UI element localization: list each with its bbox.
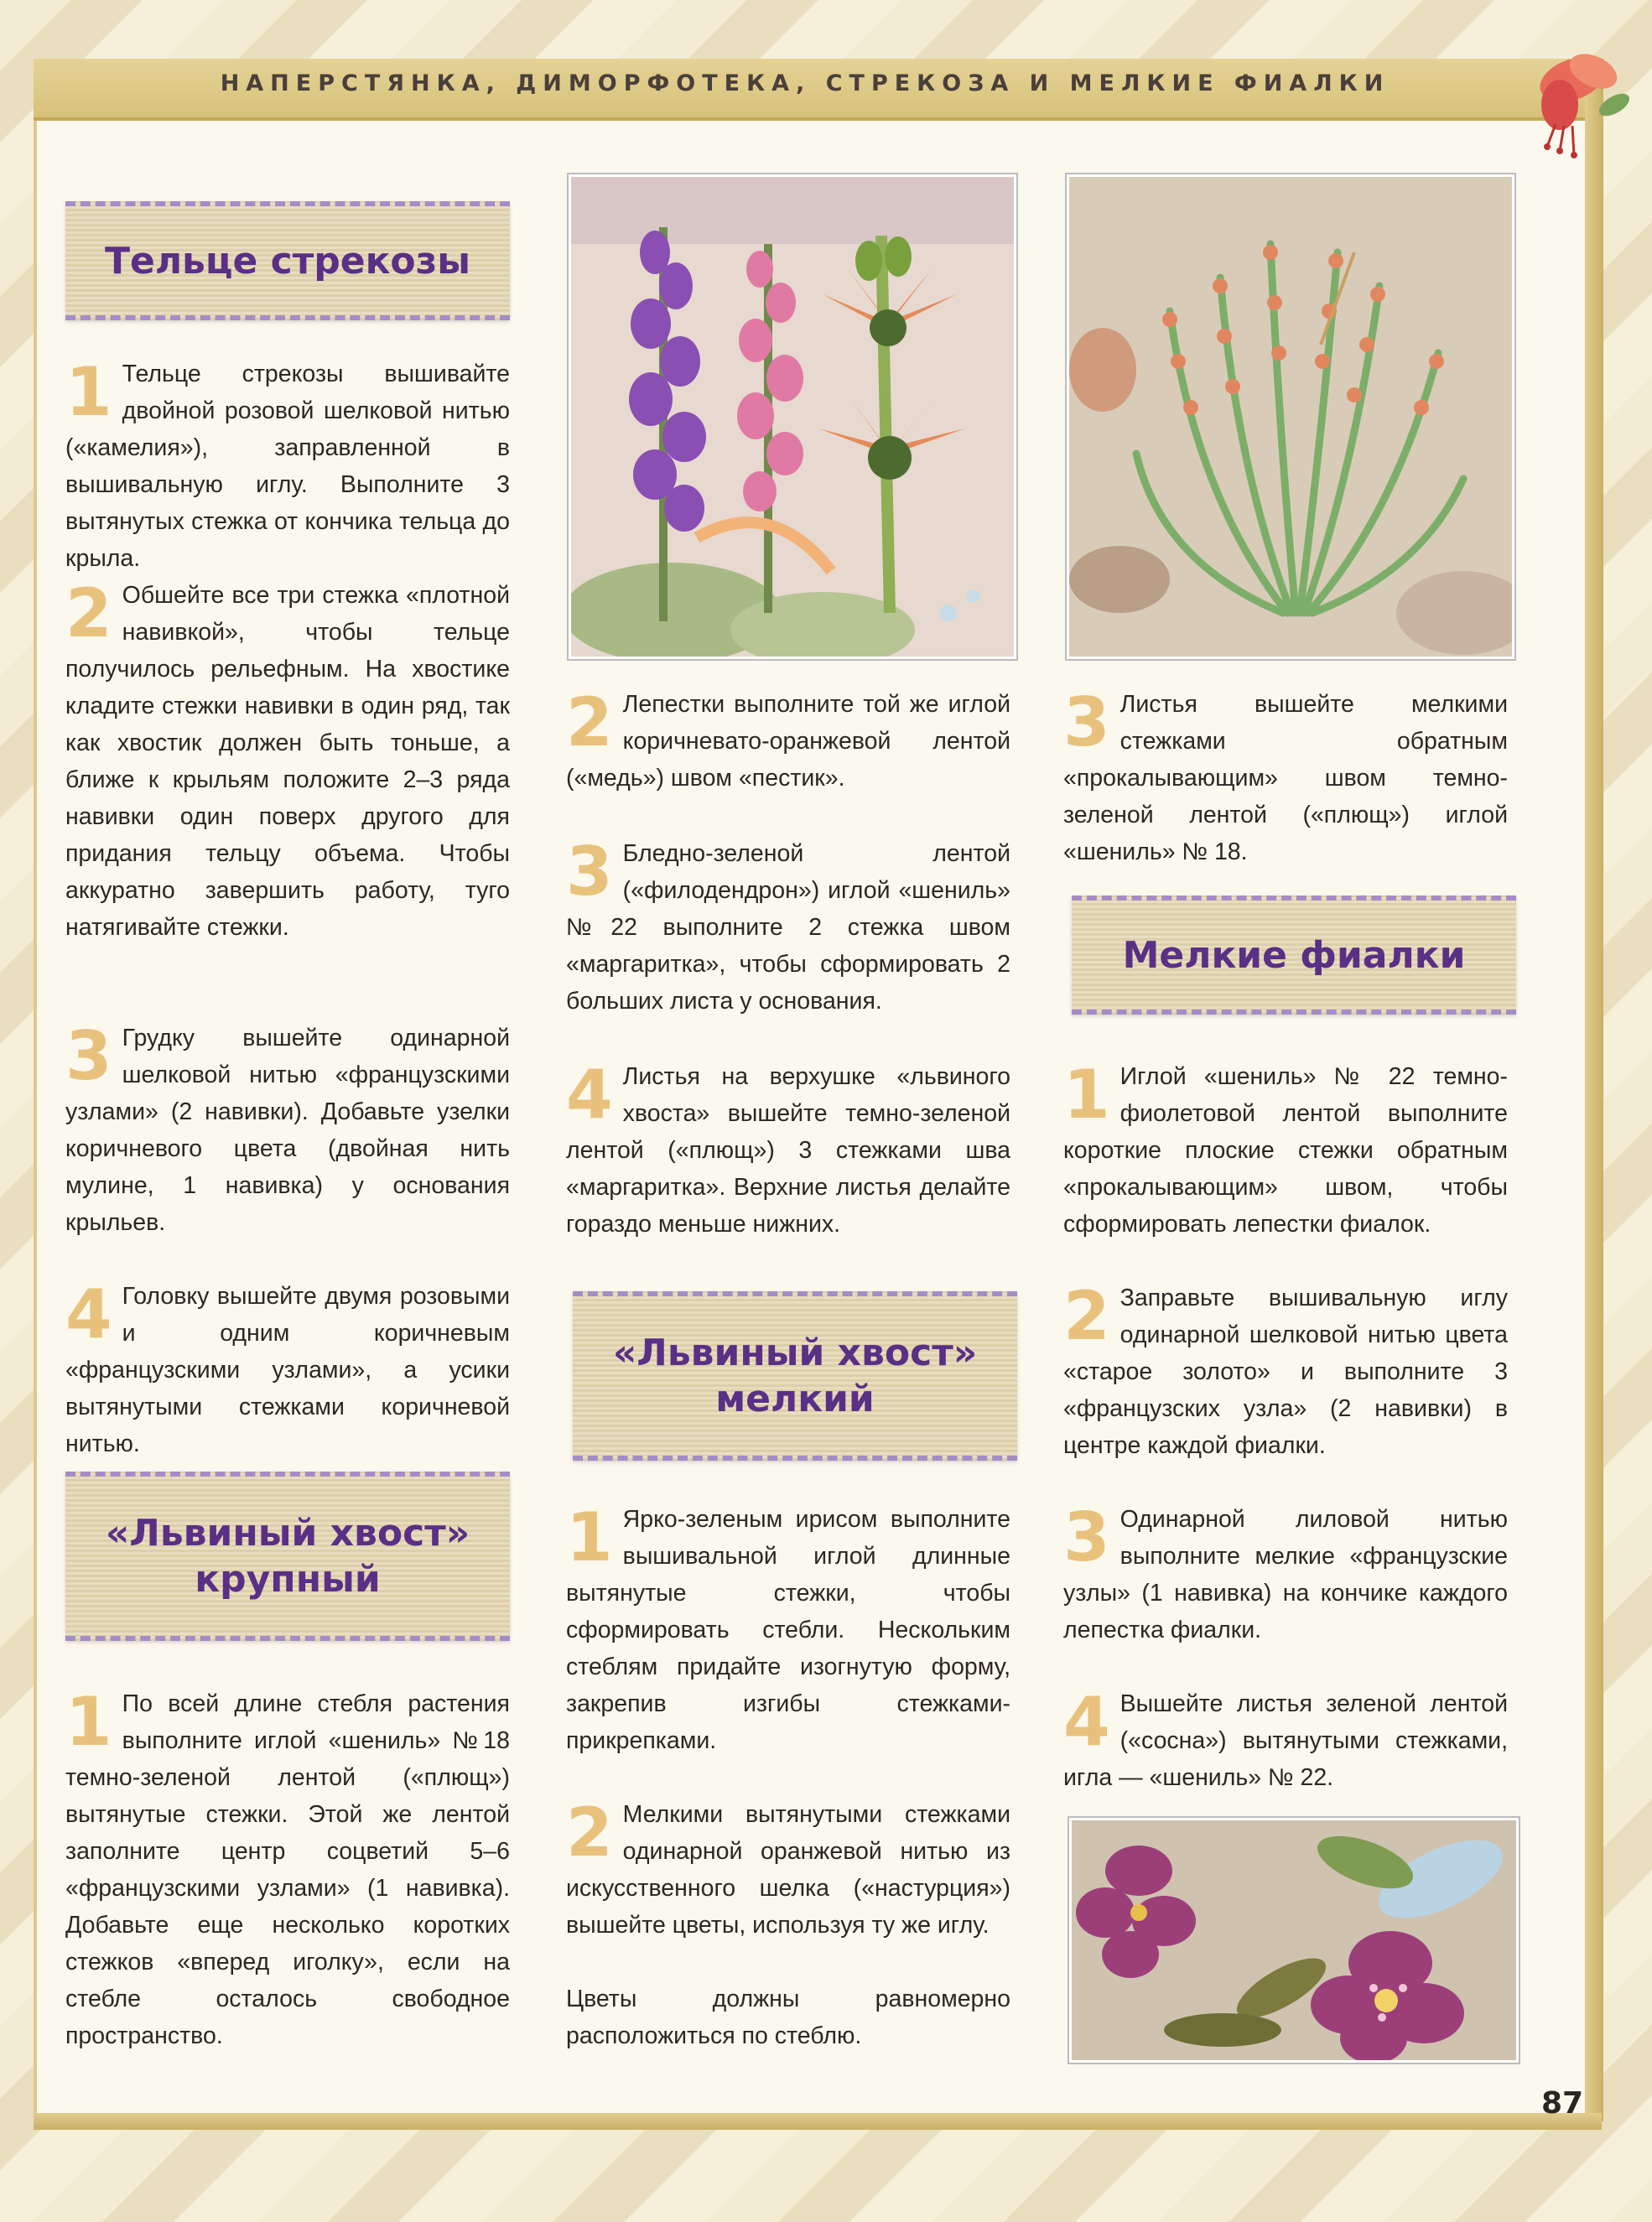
dragonfly-step-2 xyxy=(65,574,510,946)
violets-heading-ribbon xyxy=(1072,896,1516,1015)
step-text: Бледно-зеленой лентой («филодендрон») иглой «шениль» №22 выполните 2 стежка швом «маргаритка», чтобы сформировать 2 больших листа у основания. xyxy=(566,840,1010,1015)
step-text: Одинарной лиловой нитью выполните мелкие «французские узлы» (1 навивка) на кончике каждого лепестка фиалки. xyxy=(1063,1506,1508,1643)
page-number: 87 xyxy=(1541,2086,1584,2121)
bottom-frame xyxy=(34,2113,1602,2130)
lion-small-heading xyxy=(613,1330,977,1422)
step-text: Лепестки выполните той же иглой коричневато-оранжевой лентой («медь») швом «пестик». xyxy=(566,691,1010,792)
step-number: 3 xyxy=(1063,1498,1110,1576)
violets-step-2 xyxy=(1063,1277,1508,1464)
lion-large-heading xyxy=(106,1510,470,1602)
step-number: 4 xyxy=(566,1056,613,1134)
dragonfly-step-1 xyxy=(65,353,510,577)
step-number: 3 xyxy=(65,1017,112,1095)
step-number: 4 xyxy=(1063,1683,1110,1761)
lion-large-step-1 xyxy=(65,1685,510,2054)
step-text: Ярко-зеленым ирисом выполните вышивальной иглой длинные вытянутые стежки, чтобы сформировать стебли. Нескольким стеблям придайте изогнутую форму, закрепив изгибы стежками-прикрепками. xyxy=(566,1506,1010,1754)
step-number: 1 xyxy=(65,1683,112,1761)
heading-line-2: крупный xyxy=(195,1558,381,1601)
dragonfly-step-4 xyxy=(65,1275,510,1462)
step-number: 2 xyxy=(566,1794,613,1872)
lion-small-note: Цветы должны равномерно расположиться по стеблю. xyxy=(566,1986,1010,2049)
dragonfly-step-3 xyxy=(65,1017,510,1241)
step-number: 4 xyxy=(65,1275,112,1353)
right-frame xyxy=(1585,59,1603,2121)
step-number: 2 xyxy=(566,683,613,761)
lion-large-heading-ribbon xyxy=(65,1472,510,1641)
step-text: Грудку вышейте одинарной шелковой нитью «французскими узлами» (2 навивки). Добавьте узелки коричневого цвета (двойная нить мулине, 1 навивка) у основания крыльев. xyxy=(65,1025,510,1236)
lion-small-step-2 xyxy=(566,1796,1010,1944)
foxglove-embroidery-photo xyxy=(569,174,1016,659)
step-text: Тельце стрекозы вышивайте двойной розовой шелковой нитью («камелия»), заправленной в вышивальную иглу. Выполните 3 вытянутых стежка от кончика тельца до крыла. xyxy=(65,361,510,572)
step-number: 2 xyxy=(1063,1277,1110,1355)
violets-heading: Мелкие фиалки xyxy=(1122,933,1466,977)
fuchsia-flower-icon xyxy=(1514,34,1639,159)
heading-line-1: «Львиный хвост» xyxy=(105,1512,470,1555)
heading-line-1: «Львиный хвост» xyxy=(612,1332,978,1374)
middle-step-2 xyxy=(566,683,1010,797)
dragonfly-heading: Тельце стрекозы xyxy=(104,239,471,283)
dragonfly-heading-ribbon xyxy=(65,201,510,320)
step-number: 1 xyxy=(1063,1056,1110,1134)
lion-small-heading-ribbon xyxy=(573,1291,1017,1461)
right-step-3 xyxy=(1063,683,1508,870)
violets-embroidery-photo xyxy=(1069,1818,1519,2063)
step-number: 3 xyxy=(1063,683,1110,761)
step-number: 3 xyxy=(566,833,613,911)
violets-step-1 xyxy=(1063,1058,1508,1243)
step-text: Обшейте все три стежка «плотной навивкой», чтобы тельце получилось рельефным. На хвостике кладите стежки навивки в один ряд, так как хвостик должен быть тоньше, а ближе к крыльям положите 2–3 ряда навивки один поверх другого для придания тельцу объема. Чтобы аккуратно завершить работу, туго натягивайте стежки. xyxy=(65,582,510,941)
step-number: 2 xyxy=(65,574,112,652)
lions-tail-embroidery-photo xyxy=(1067,174,1514,659)
page-header-title: НАПЕРСТЯНКА, ДИМОРФОТЕКА, СТРЕКОЗА И МЕЛКИЕ ФИАЛКИ xyxy=(220,70,1390,96)
violets-step-3 xyxy=(1063,1498,1508,1648)
step-text: Листья на верхушке «львиного хвоста» вышейте темно-зеленой лентой («плющ») 3 стежками шва «маргаритка». Верхние листья делайте гораздо меньше нижних. xyxy=(566,1063,1010,1238)
step-text: Заправьте вышивальную иглу одинарной шелковой нитью цвета «старое золото» и выполните 3 «французских узла» (2 навивки) в центре каждой фиалки. xyxy=(1063,1285,1508,1459)
violets-step-4 xyxy=(1063,1685,1508,1796)
step-number: 1 xyxy=(65,353,112,431)
lion-small-step-1 xyxy=(566,1498,1010,1759)
heading-line-2: мелкий xyxy=(715,1378,875,1420)
step-number: 1 xyxy=(566,1498,613,1576)
middle-step-4 xyxy=(566,1058,1010,1243)
step-text: Мелкими вытянутыми стежками одинарной оранжевой нитью из искусственного шелка («настурция») вышейте цветы, используя ту же иглу. xyxy=(566,1801,1010,1939)
step-text: Вышейте листья зеленой лентой («сосна») вытянутыми стежками, игла — «шениль» № 22. xyxy=(1063,1690,1508,1791)
step-text: Листья вышейте мелкими стежками обратным «прокалывающим» швом темно-зеленой лентой («плющ») иглой «шениль» № 18. xyxy=(1063,691,1508,865)
step-text: Иглой «шениль» № 22 темно-фиолетовой лентой выполните короткие плоские стежки обратным «прокалывающим» швом, чтобы сформировать лепестки фиалок. xyxy=(1063,1063,1508,1238)
middle-step-3 xyxy=(566,835,1010,1020)
step-text: По всей длине стебля растения выполните иглой «шениль» №18 темно-зеленой лентой («плющ») вытянутые стежки. Этой же лентой заполните центр соцветий 5–6 «французскими узлами» (1 навивка). Добавьте еще несколько коротких стежков «вперед иголку», если на стебле осталось свободное пространство. xyxy=(65,1690,510,2049)
step-text: Головку вышейте двумя розовыми и одним коричневым «французскими узлами», а усики вытянутыми стежками коричневой нитью. xyxy=(65,1283,510,1457)
